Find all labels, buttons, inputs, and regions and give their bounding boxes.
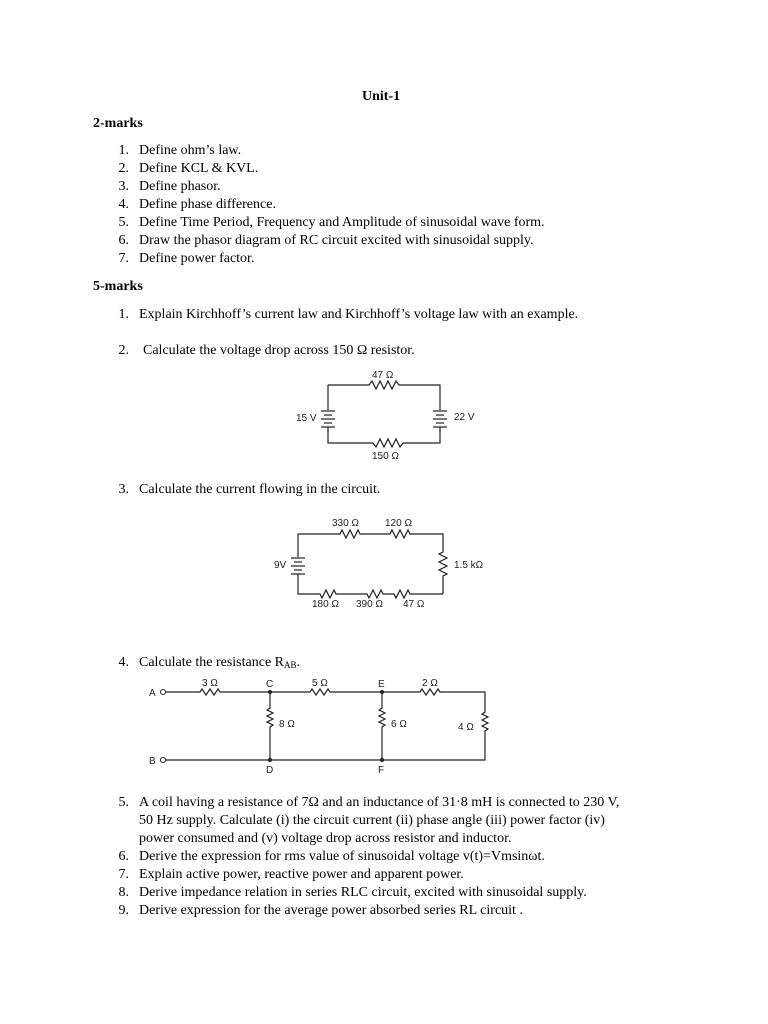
node-label-e: E xyxy=(378,679,385,690)
resistor-label-47: 47 Ω xyxy=(403,599,425,610)
voltage-label-15v: 15 V xyxy=(296,413,317,424)
question-5: 5. A coil having a resistance of 7Ω and an inductance of 31·8 mH is connected to 230 V, 50 Hz supply. Calculate (i) the circuit current (ii) phase angle (iii) power factor (iv) power consumed and (v) voltage drop across resistor and inductor. xyxy=(118,795,620,846)
section-heading-5marks: 5-marks xyxy=(93,279,143,294)
question-6: 6. Derive the expression for rms value of sinusoidal voltage v(t)=Vmsinωt. xyxy=(118,849,545,864)
question-8: 8. Derive impedance relation in series RLC circuit, excited with sinusoidal supply. xyxy=(118,885,587,900)
battery-symbol-left xyxy=(321,411,335,427)
question-4: 4. Calculate the resistance $R_{AB}$. xyxy=(118,655,301,670)
resistor-label-180: 180 Ω xyxy=(312,599,339,610)
question-9: 9. Derive expression for the average power absorbed series RL circuit . xyxy=(118,903,523,918)
section-heading-2marks: 2-marks xyxy=(93,116,143,131)
circuit1-bottom-wire xyxy=(328,427,440,447)
resistor-label-150: 150 Ω xyxy=(372,451,399,462)
circuit2-top-right-wire xyxy=(298,530,447,594)
list-item: 1. Define ohm’s law. xyxy=(118,143,242,158)
resistor-label-2: 2 Ω xyxy=(422,678,438,689)
list-item: 5. Define Time Period, Frequency and Amplitude of sinusoidal wave form. xyxy=(118,215,545,230)
page-title: Unit-1 xyxy=(362,89,401,104)
battery-symbol-right xyxy=(433,411,447,427)
resistor-label-390: 390 Ω xyxy=(356,599,383,610)
voltage-label-9v: 9V xyxy=(274,560,287,571)
circuit-diagram-1 xyxy=(290,365,490,465)
list-item: 4. Define phase difference. xyxy=(118,197,276,212)
list-item: 2. Define KCL & KVL. xyxy=(118,161,259,176)
list-item: 7. Define power factor. xyxy=(118,251,255,266)
node-label-f: F xyxy=(378,765,385,776)
question-7: 7. Explain active power, reactive power and apparent power. xyxy=(118,867,464,882)
terminal-b xyxy=(161,758,166,763)
question-2: 2. Calculate the voltage drop across 150 Ω resistor. xyxy=(118,343,415,358)
resistor-label-120: 120 Ω xyxy=(385,518,412,529)
circuit-diagram-2 xyxy=(270,512,500,612)
resistor-label-6: 6 Ω xyxy=(391,719,407,730)
list-item: 3. Define phasor. xyxy=(118,179,221,194)
circuit-diagram-3 xyxy=(140,674,500,784)
resistor-label-330: 330 Ω xyxy=(332,518,359,529)
node-label-d: D xyxy=(266,765,274,776)
terminal-a xyxy=(161,690,166,695)
resistor-label-3: 3 Ω xyxy=(202,678,218,689)
question-1: 1. Explain Kirchhoff’s current law and Kirchhoff’s voltage law with an example. xyxy=(118,307,579,322)
battery-symbol xyxy=(291,558,305,574)
circuit1-top-wire xyxy=(328,381,440,410)
resistor-label-8: 8 Ω xyxy=(279,719,295,730)
node-label-b: B xyxy=(149,756,156,767)
voltage-label-22v: 22 V xyxy=(454,412,475,423)
node-label-a: A xyxy=(149,688,156,699)
resistor-label-1-5k: 1.5 kΩ xyxy=(454,560,484,571)
list-2marks xyxy=(0,142,768,272)
circuit2-bottom-wire xyxy=(298,574,443,598)
resistor-label-47: 47 Ω xyxy=(372,370,394,381)
node-label-c: C xyxy=(266,679,274,690)
list-item: 6. Draw the phasor diagram of RC circuit excited with sinusoidal supply. xyxy=(118,233,534,248)
question-3: 3. Calculate the current flowing in the circuit. xyxy=(118,482,381,497)
resistor-label-4: 4 Ω xyxy=(458,722,474,733)
resistor-label-5: 5 Ω xyxy=(312,678,328,689)
